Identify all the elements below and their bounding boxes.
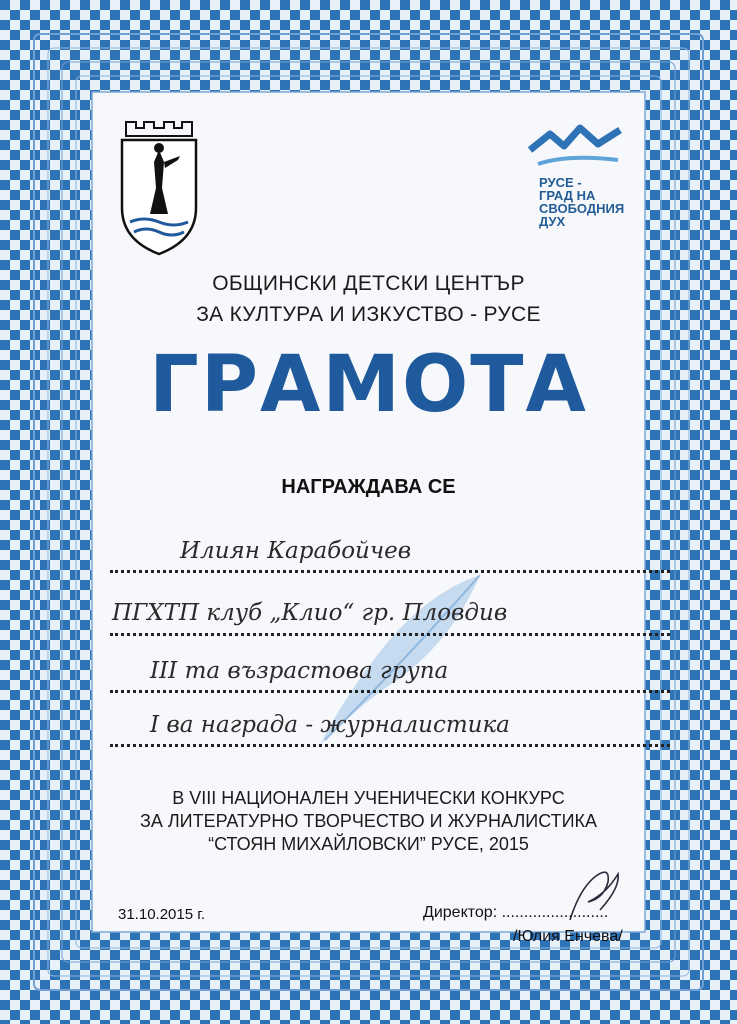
issue-date: 31.10.2015 г. (118, 906, 206, 923)
dotted-line (110, 744, 670, 747)
director-name: /Юлия Енчева/ (513, 928, 623, 945)
certificate-title: ГРАМОТА (149, 340, 588, 430)
director-label: Директор: ........................ (423, 904, 609, 921)
organization-name-line1: ОБЩИНСКИ ДЕТСКИ ЦЕНТЪР (212, 272, 525, 295)
contest-line3: “СТОЯН МИХАЙЛОВСКИ” РУСЕ, 2015 (208, 834, 529, 854)
dotted-line (110, 570, 670, 573)
dotted-line (110, 690, 670, 693)
ruse-city-logo-mark (528, 120, 623, 170)
slogan-line: РУСЕ - (539, 175, 582, 190)
age-group: III та възрастова група (150, 658, 449, 684)
slogan-line: ГРАД НА (539, 188, 596, 203)
contest-line1: В VIII НАЦИОНАЛЕН УЧЕНИЧЕСКИ КОНКУРС (172, 788, 565, 808)
awarded-label: НАГРАЖДАВА СЕ (281, 476, 456, 498)
slogan-line: ДУХ (539, 214, 566, 229)
coat-of-arms-logo (118, 118, 200, 258)
recipient-name: Илиян Карабойчев (180, 538, 412, 564)
contest-line2: ЗА ЛИТЕРАТУРНО ТВОРЧЕСТВО И ЖУРНАЛИСТИКА (139, 811, 598, 831)
slogan-line: СВОБОДНИЯ (539, 201, 625, 216)
ruse-city-slogan (539, 176, 624, 228)
dotted-line (110, 633, 670, 636)
award-place: I ва награда - журналистика (150, 712, 510, 738)
recipient-club: ПГХТП клуб „Клио“ гр. Пловдив (112, 600, 508, 626)
organization-name-line2: ЗА КУЛТУРА И ИЗКУСТВО - РУСЕ (196, 303, 541, 326)
